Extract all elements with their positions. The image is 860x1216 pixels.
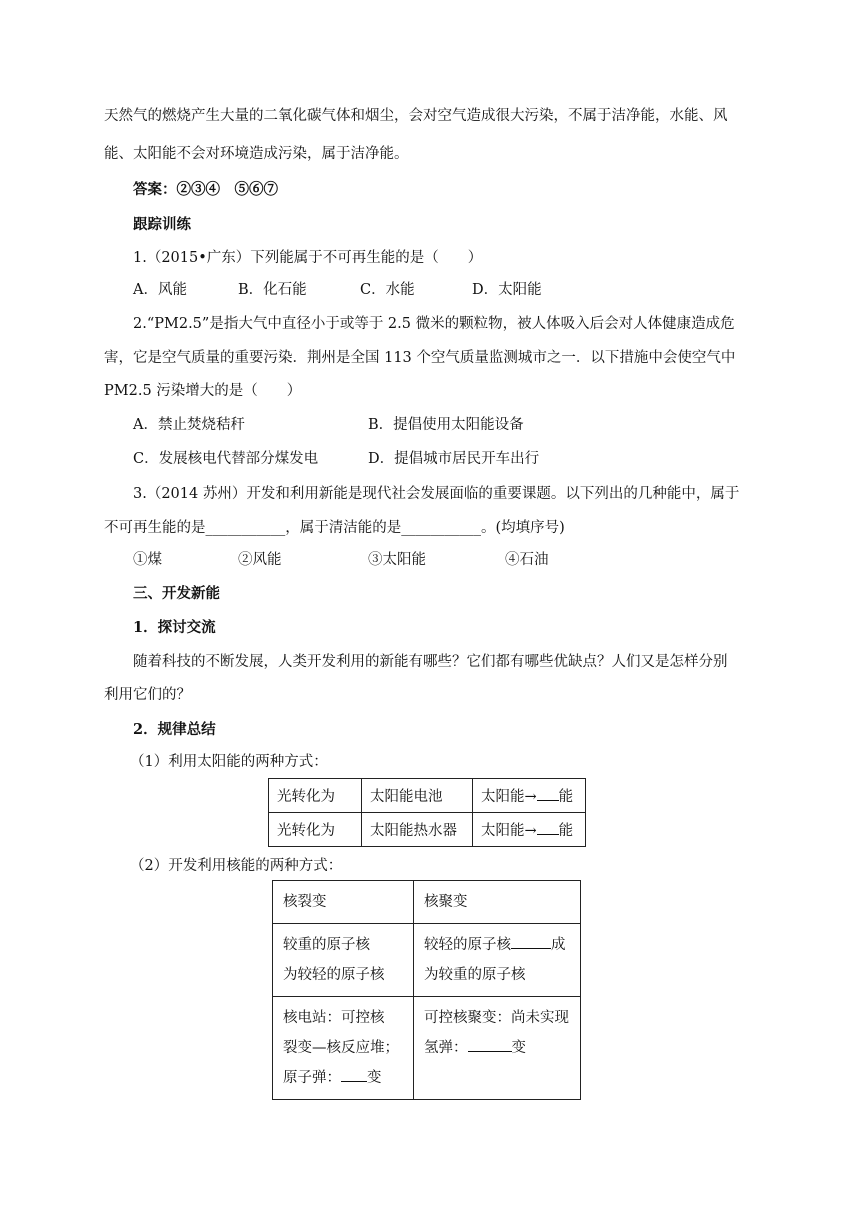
q3-option-3: ③太阳能	[368, 552, 426, 568]
q3-option-2: ②风能	[238, 552, 282, 568]
paragraph-line: 天然气的燃烧产生大量的二氧化碳气体和烟尘，会对空气造成很大污染，不属于洁净能，水能、风	[104, 108, 728, 124]
subsection-title: 1．探讨交流	[133, 619, 216, 636]
table-cell: 太阳能热水器	[362, 813, 473, 847]
nuclear-table	[272, 880, 581, 1100]
table-cell	[273, 997, 414, 1100]
cell-text: 变	[367, 1070, 382, 1086]
paragraph-line: 能、太阳能不会对环境造成污染，属于洁净能。	[104, 146, 409, 162]
table-cell	[414, 924, 581, 997]
cell-text: 较重的原子核	[283, 937, 370, 953]
q2-option-d: D．提倡城市居民开车出行	[368, 451, 540, 467]
fill-blank	[537, 785, 559, 801]
fill-blank	[537, 819, 559, 835]
cell-text: 裂变—核反应堆；	[283, 1040, 399, 1056]
cell-line	[283, 1063, 403, 1093]
table-cell: 核聚变	[414, 881, 581, 924]
table-cell: 光转化为	[269, 779, 362, 813]
cell-text: 核电站：可控核	[283, 1010, 385, 1026]
solar-table	[268, 778, 586, 847]
question-3-line: 3.（2014 苏州）开发和利用新能是现代社会发展面临的重要课题。以下列出的几种能中，属于	[133, 486, 740, 502]
table-cell: 核裂变	[273, 881, 414, 924]
question-2-line: 害，它是空气质量的重要污染．荆州是全国 113 个空气质量监测城市之一．以下措施中会使空气中	[104, 350, 736, 366]
cell-text: 为较重的原子核	[424, 967, 526, 983]
table-row	[269, 813, 586, 847]
discussion-line: 随着科技的不断发展，人类开发利用的新能有哪些？它们都有哪些优缺点？人们又是怎样分别	[133, 654, 728, 670]
table-cell: 光转化为	[269, 813, 362, 847]
cell-text: 变	[511, 1040, 526, 1056]
table-cell	[273, 924, 414, 997]
fill-blank	[511, 933, 551, 949]
cell-text: 能	[558, 823, 574, 839]
table-cell	[473, 813, 586, 847]
q2-option-c: C．发展核电代替部分煤发电	[133, 451, 319, 467]
nuclear-table-title: （2）开发利用核能的两种方式：	[130, 858, 343, 874]
cell-line	[424, 930, 570, 960]
table-cell	[414, 997, 581, 1100]
question-3-line: 不可再生能的是___________，属于清洁能的是___________。(均填序号)	[104, 520, 565, 536]
q2-option-a: A．禁止焚烧秸秆	[133, 417, 245, 433]
q1-option-d: D．太阳能	[472, 282, 542, 298]
table-cell	[473, 779, 586, 813]
table-row	[269, 779, 586, 813]
cell-text: 较轻的原子核	[424, 937, 511, 953]
cell-text: 原子弹：	[283, 1070, 341, 1086]
q3-option-4: ④石油	[505, 552, 549, 568]
answer-line: 答案：②③④ ⑤⑥⑦	[133, 181, 278, 198]
table-row	[273, 881, 581, 924]
table-row	[273, 924, 581, 997]
q1-option-c: C．水能	[360, 282, 415, 298]
discussion-line: 利用它们的？	[104, 687, 191, 703]
q1-option-a: A．风能	[133, 282, 187, 298]
fill-blank	[468, 1036, 512, 1052]
section-title: 三、开发新能	[133, 585, 220, 602]
cell-text: 成	[551, 937, 566, 953]
fill-blank	[341, 1066, 367, 1082]
cell-line	[424, 1033, 570, 1063]
cell-text: 太阳能→	[481, 789, 537, 805]
cell-text: 能	[558, 789, 574, 805]
question-2-line: 2.“PM2.5”是指大气中直径小于或等于 2.5 微米的颗粒物，被人体吸入后会对人体健康造成危	[133, 316, 735, 332]
table-cell: 太阳能电池	[362, 779, 473, 813]
q3-option-1: ①煤	[133, 552, 162, 568]
q1-option-b: B．化石能	[238, 282, 307, 298]
table-row	[273, 997, 581, 1100]
cell-text: 氢弹：	[424, 1040, 468, 1056]
q2-option-b: B．提倡使用太阳能设备	[368, 417, 524, 433]
question-1-stem: 1.（2015•广东）下列能属于不可再生能的是（ ）	[133, 250, 483, 266]
cell-text: 太阳能→	[481, 823, 537, 839]
cell-text: 可控核聚变：尚未实现	[424, 1010, 569, 1026]
cell-text: 为较轻的原子核	[283, 967, 385, 983]
question-2-line: PM2.5 污染增大的是（ ）	[104, 383, 302, 399]
solar-table-title: （1）利用太阳能的两种方式：	[130, 754, 328, 770]
tracking-title: 跟踪训练	[133, 216, 191, 233]
subsection-title: 2．规律总结	[133, 721, 216, 738]
